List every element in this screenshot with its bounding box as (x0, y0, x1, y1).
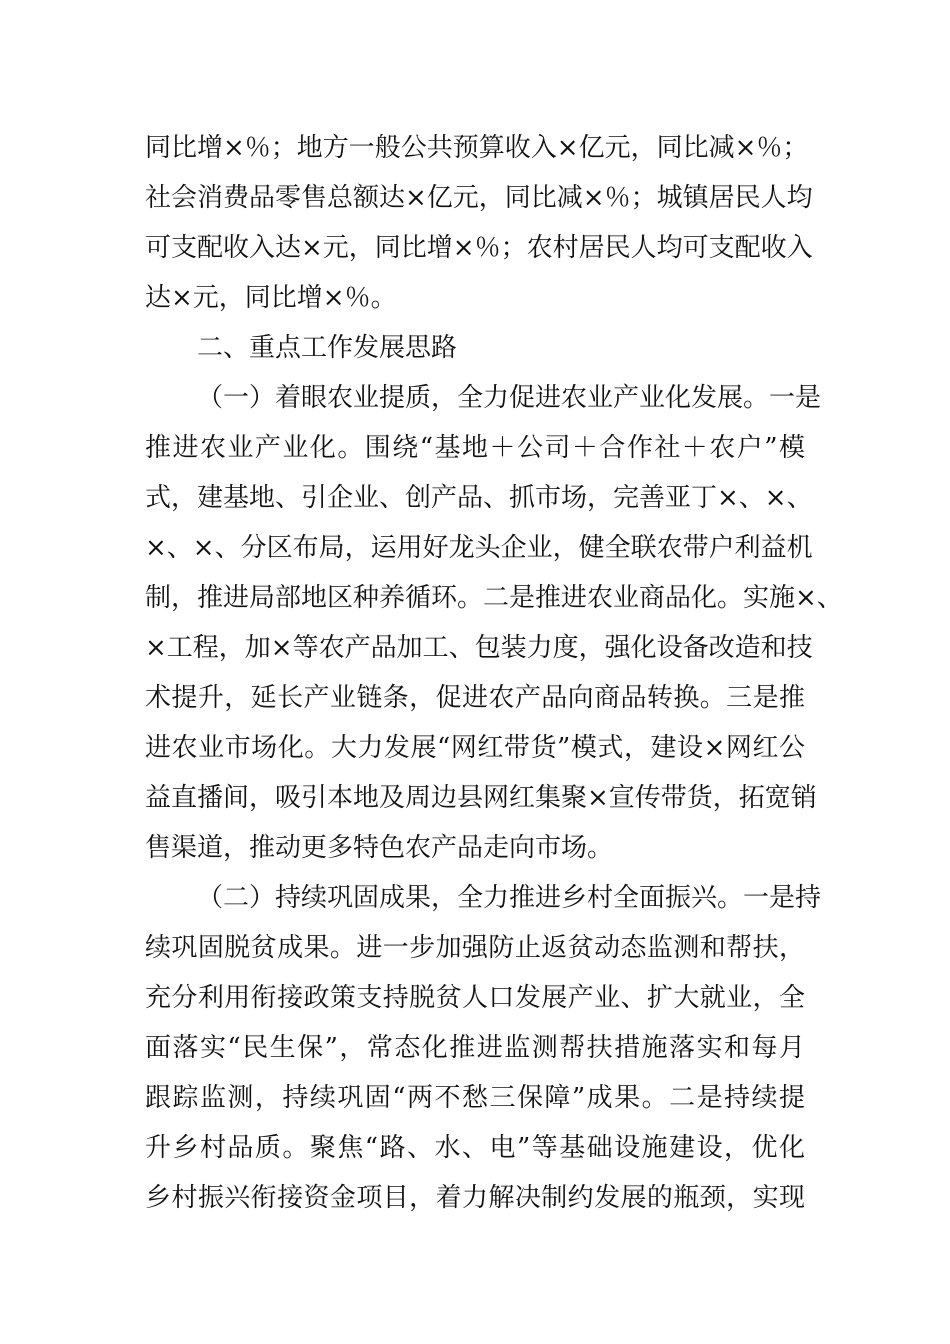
paragraph (145, 123, 813, 323)
text-line: 可支配收入达×元，同比增×％；农村居民人均可支配收入 (145, 233, 813, 263)
text-line: 制，推进局部地区种养循环。二是推进农业商品化。实施×、 (145, 583, 843, 613)
text-line: 乡村振兴衔接资金项目，着力解决制约发展的瓶颈，实现 (145, 1183, 805, 1213)
paragraph (145, 873, 822, 1223)
text-line: 同比增×％；地方一般公共预算收入×亿元，同比减×％； (145, 133, 809, 163)
text-line: ×、×、分区布局，运用好龙头企业，健全联农带户利益机 (145, 533, 813, 563)
text-line: 社会消费品零售总额达×亿元，同比减×％；城镇居民人均 (145, 183, 813, 213)
text-line: 达×元，同比增×％。 (145, 283, 397, 313)
paragraph (145, 373, 843, 873)
text-line: 推进农业产业化。围绕“基地＋公司＋合作社＋农户”模 (145, 433, 805, 463)
text-line: 跟踪监测，持续巩固“两不愁三保障”成果。二是持续提 (145, 1083, 805, 1113)
text-line: 充分利用衔接政策支持脱贫人口发展产业、扩大就业，全 (145, 983, 805, 1013)
text-line: 进农业市场化。大力发展“网红带货”模式，建设×网红公 (145, 733, 805, 763)
text-line: （一）着眼农业提质，全力促进农业产业化发展。一是 (197, 383, 822, 413)
text-line: ×工程，加×等农产品加工、包装力度，强化设备改造和技 (145, 633, 813, 663)
text-line: 面落实“民生保”，常态化推进监测帮扶措施落实和每月 (145, 1033, 805, 1063)
text-line: 二、重点工作发展思路 (197, 333, 458, 363)
text-line: （二）持续巩固成果，全力推进乡村全面振兴。一是持 (197, 883, 822, 913)
text-line: 益直播间，吸引本地及周边县网红集聚×宣传带货，拓宽销 (145, 783, 817, 813)
document-body (145, 123, 843, 1223)
text-line: 升乡村品质。聚焦“路、水、电”等基础设施建设，优化 (145, 1133, 805, 1163)
text-line: 续巩固脱贫成果。进一步加强防止返贫动态监测和帮扶， (145, 933, 805, 963)
text-line: 售渠道，推动更多特色农产品走向市场。 (145, 833, 614, 863)
text-line: 术提升，延长产业链条，促进农产品向商品转换。三是推 (145, 683, 805, 713)
text-line: 式，建基地、引企业、创产品、抓市场，完善亚丁×、×、 (145, 483, 813, 513)
section-heading (145, 323, 805, 373)
